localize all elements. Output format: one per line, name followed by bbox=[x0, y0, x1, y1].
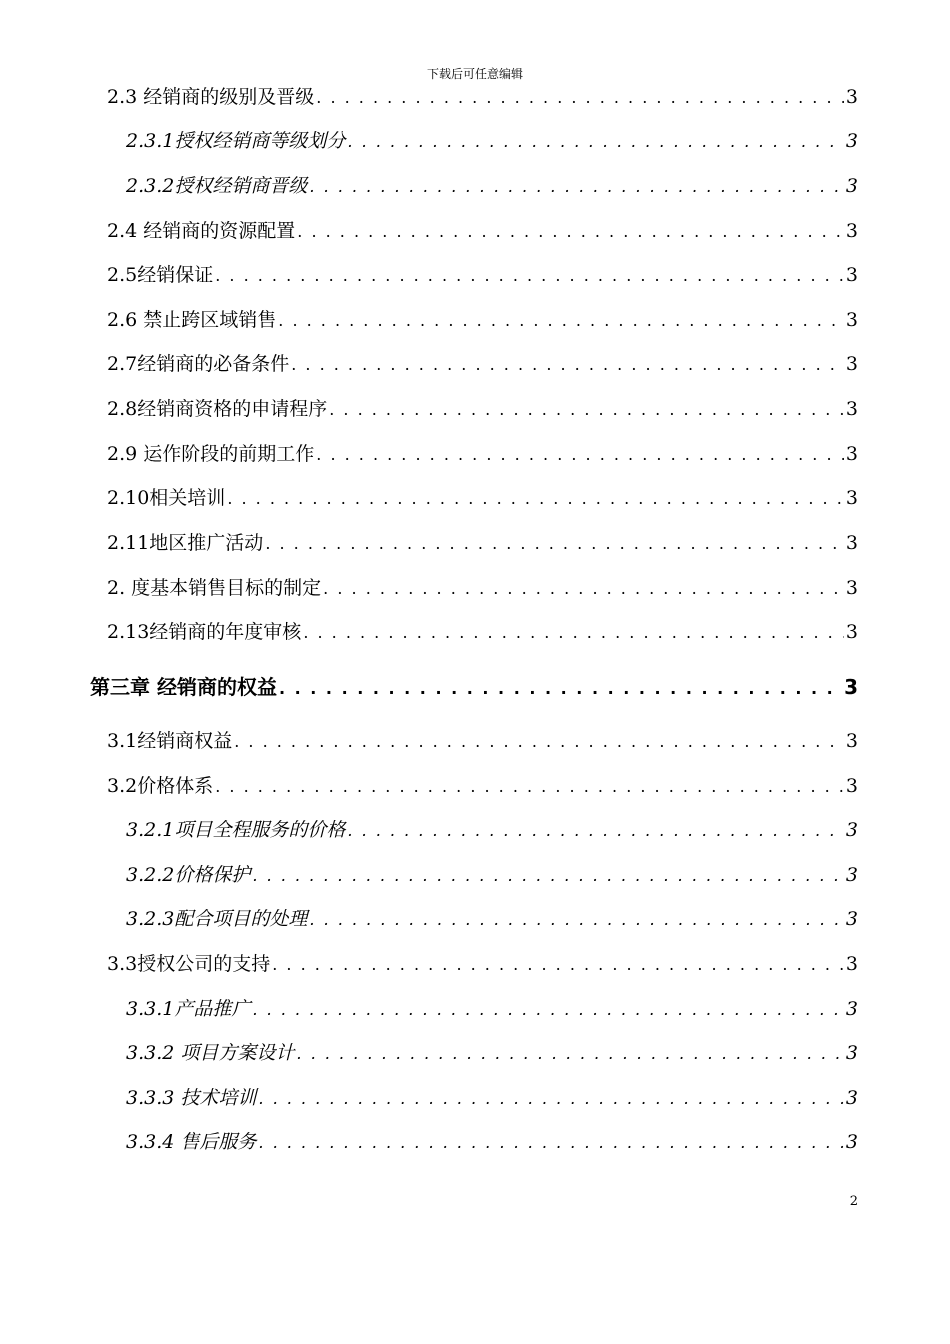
toc-entry-title: 3.3.1产品推广 bbox=[126, 998, 251, 1020]
toc-entry-title: 3.2价格体系 bbox=[107, 775, 214, 797]
toc-entry-title: 3.3.4 售后服务 bbox=[126, 1131, 257, 1153]
toc-page-number: 3 bbox=[845, 86, 858, 108]
toc-entry[interactable] bbox=[107, 530, 858, 557]
toc-entry-title: 2.4 经销商的资源配置 bbox=[107, 220, 296, 242]
toc-entry[interactable] bbox=[107, 262, 858, 289]
toc-page-number: 3 bbox=[845, 864, 858, 886]
toc-entry[interactable] bbox=[126, 817, 858, 844]
toc-entry-title: 3.3.2 项目方案设计 bbox=[126, 1042, 295, 1064]
toc-entry-title: 2.9 运作阶段的前期工作 bbox=[107, 443, 315, 465]
toc-entry[interactable] bbox=[107, 218, 858, 245]
toc-entry[interactable] bbox=[107, 485, 858, 512]
toc-leader bbox=[296, 1041, 844, 1067]
toc-leader bbox=[303, 620, 844, 646]
toc-leader bbox=[291, 352, 844, 378]
toc-page-number: 3 bbox=[845, 220, 858, 242]
toc-page-number: 3 bbox=[845, 353, 858, 375]
toc-page-number: 3 bbox=[845, 775, 858, 797]
toc-leader bbox=[329, 397, 844, 423]
toc-page-number: 3 bbox=[845, 443, 858, 465]
toc-leader bbox=[316, 85, 844, 111]
toc-entry[interactable] bbox=[126, 862, 858, 889]
toc-entry[interactable] bbox=[107, 396, 858, 423]
toc-leader bbox=[227, 486, 844, 512]
toc-leader bbox=[309, 174, 844, 200]
toc-leader bbox=[279, 676, 842, 702]
toc-page-number: 3 bbox=[845, 998, 858, 1020]
toc-entry[interactable] bbox=[126, 1129, 858, 1156]
toc-entry-title: 3.2.1项目全程服务的价格 bbox=[126, 819, 346, 841]
toc-chapter-entry[interactable] bbox=[90, 674, 858, 702]
toc-entry[interactable] bbox=[107, 951, 858, 978]
toc-entry-title: 3.3授权公司的支持 bbox=[107, 953, 271, 975]
toc-entry[interactable] bbox=[126, 996, 858, 1023]
toc-page-number: 3 bbox=[845, 908, 858, 930]
toc-page-number: 3 bbox=[845, 130, 858, 152]
toc-page-number: 3 bbox=[845, 730, 858, 752]
toc-leader bbox=[252, 997, 844, 1023]
toc-entry[interactable] bbox=[107, 441, 858, 468]
toc-entry-title: 2.11地区推广活动 bbox=[107, 532, 264, 554]
toc-entry[interactable] bbox=[107, 84, 858, 111]
toc-leader bbox=[309, 907, 844, 933]
toc-leader bbox=[347, 818, 844, 844]
toc-page-number: 3 bbox=[845, 1131, 858, 1153]
toc-page-number: 3 bbox=[844, 675, 858, 699]
toc-page-number: 3 bbox=[845, 487, 858, 509]
page-header: 下载后可任意编辑 bbox=[426, 67, 523, 81]
toc-page-number: 3 bbox=[845, 953, 858, 975]
toc-entry-title: 2.5经销保证 bbox=[107, 264, 214, 286]
toc-page-number: 3 bbox=[845, 1042, 858, 1064]
toc-entry[interactable] bbox=[126, 1085, 858, 1112]
toc-entry[interactable] bbox=[126, 1040, 858, 1067]
toc-entry-title: 第三章 经销商的权益 bbox=[90, 675, 277, 699]
toc-leader bbox=[234, 729, 844, 755]
toc-leader bbox=[215, 263, 844, 289]
toc-page-number: 3 bbox=[845, 264, 858, 286]
page-number: 2 bbox=[849, 1194, 858, 1209]
toc-leader bbox=[272, 952, 844, 978]
toc-entry[interactable] bbox=[107, 575, 858, 602]
toc-entry-title: 2.10相关培训 bbox=[107, 487, 226, 509]
toc-page-number: 3 bbox=[845, 1087, 858, 1109]
toc-entry-title: 2. 度基本销售目标的制定 bbox=[107, 577, 322, 599]
toc-entry-title: 2.13经销商的年度审核 bbox=[107, 621, 302, 643]
toc-entry-title: 2.3.1授权经销商等级划分 bbox=[126, 130, 346, 152]
toc-entry[interactable] bbox=[126, 173, 858, 200]
toc-entry[interactable] bbox=[126, 128, 858, 155]
toc-entry-title: 2.8经销商资格的申请程序 bbox=[107, 398, 328, 420]
toc-page-number: 3 bbox=[845, 621, 858, 643]
toc-entry-title: 2.7经销商的必备条件 bbox=[107, 353, 290, 375]
toc-entry[interactable] bbox=[107, 728, 858, 755]
toc-entry-title: 3.2.2价格保护 bbox=[126, 864, 251, 886]
toc-page-number: 3 bbox=[845, 398, 858, 420]
toc-entry-title: 3.1经销商权益 bbox=[107, 730, 233, 752]
toc-entry-title: 2.3 经销商的级别及晋级 bbox=[107, 86, 315, 108]
toc-entry-title: 2.3.2授权经销商晋级 bbox=[126, 175, 308, 197]
toc-leader bbox=[323, 576, 844, 602]
toc-leader bbox=[347, 129, 844, 155]
toc-leader bbox=[215, 774, 844, 800]
toc-page-number: 3 bbox=[845, 175, 858, 197]
toc-leader bbox=[258, 1130, 844, 1156]
toc-entry[interactable] bbox=[107, 773, 858, 800]
toc-leader bbox=[265, 531, 844, 557]
toc-entry[interactable] bbox=[107, 619, 858, 646]
toc-leader bbox=[316, 442, 844, 468]
toc-entry-title: 3.2.3配合项目的处理 bbox=[126, 908, 308, 930]
toc-entry[interactable] bbox=[126, 906, 858, 933]
toc-entry-title: 3.3.3 技术培训 bbox=[126, 1087, 257, 1109]
toc-page-number: 3 bbox=[845, 819, 858, 841]
toc-page-number: 3 bbox=[845, 309, 858, 331]
toc-leader bbox=[297, 219, 844, 245]
toc-page-number: 3 bbox=[845, 577, 858, 599]
toc-entry-title: 2.6 禁止跨区域销售 bbox=[107, 309, 277, 331]
toc-leader bbox=[252, 863, 844, 889]
toc-entry[interactable] bbox=[107, 307, 858, 334]
toc-leader bbox=[278, 308, 844, 334]
toc-page-number: 3 bbox=[845, 532, 858, 554]
toc-entry[interactable] bbox=[107, 351, 858, 378]
toc-leader bbox=[258, 1086, 844, 1112]
